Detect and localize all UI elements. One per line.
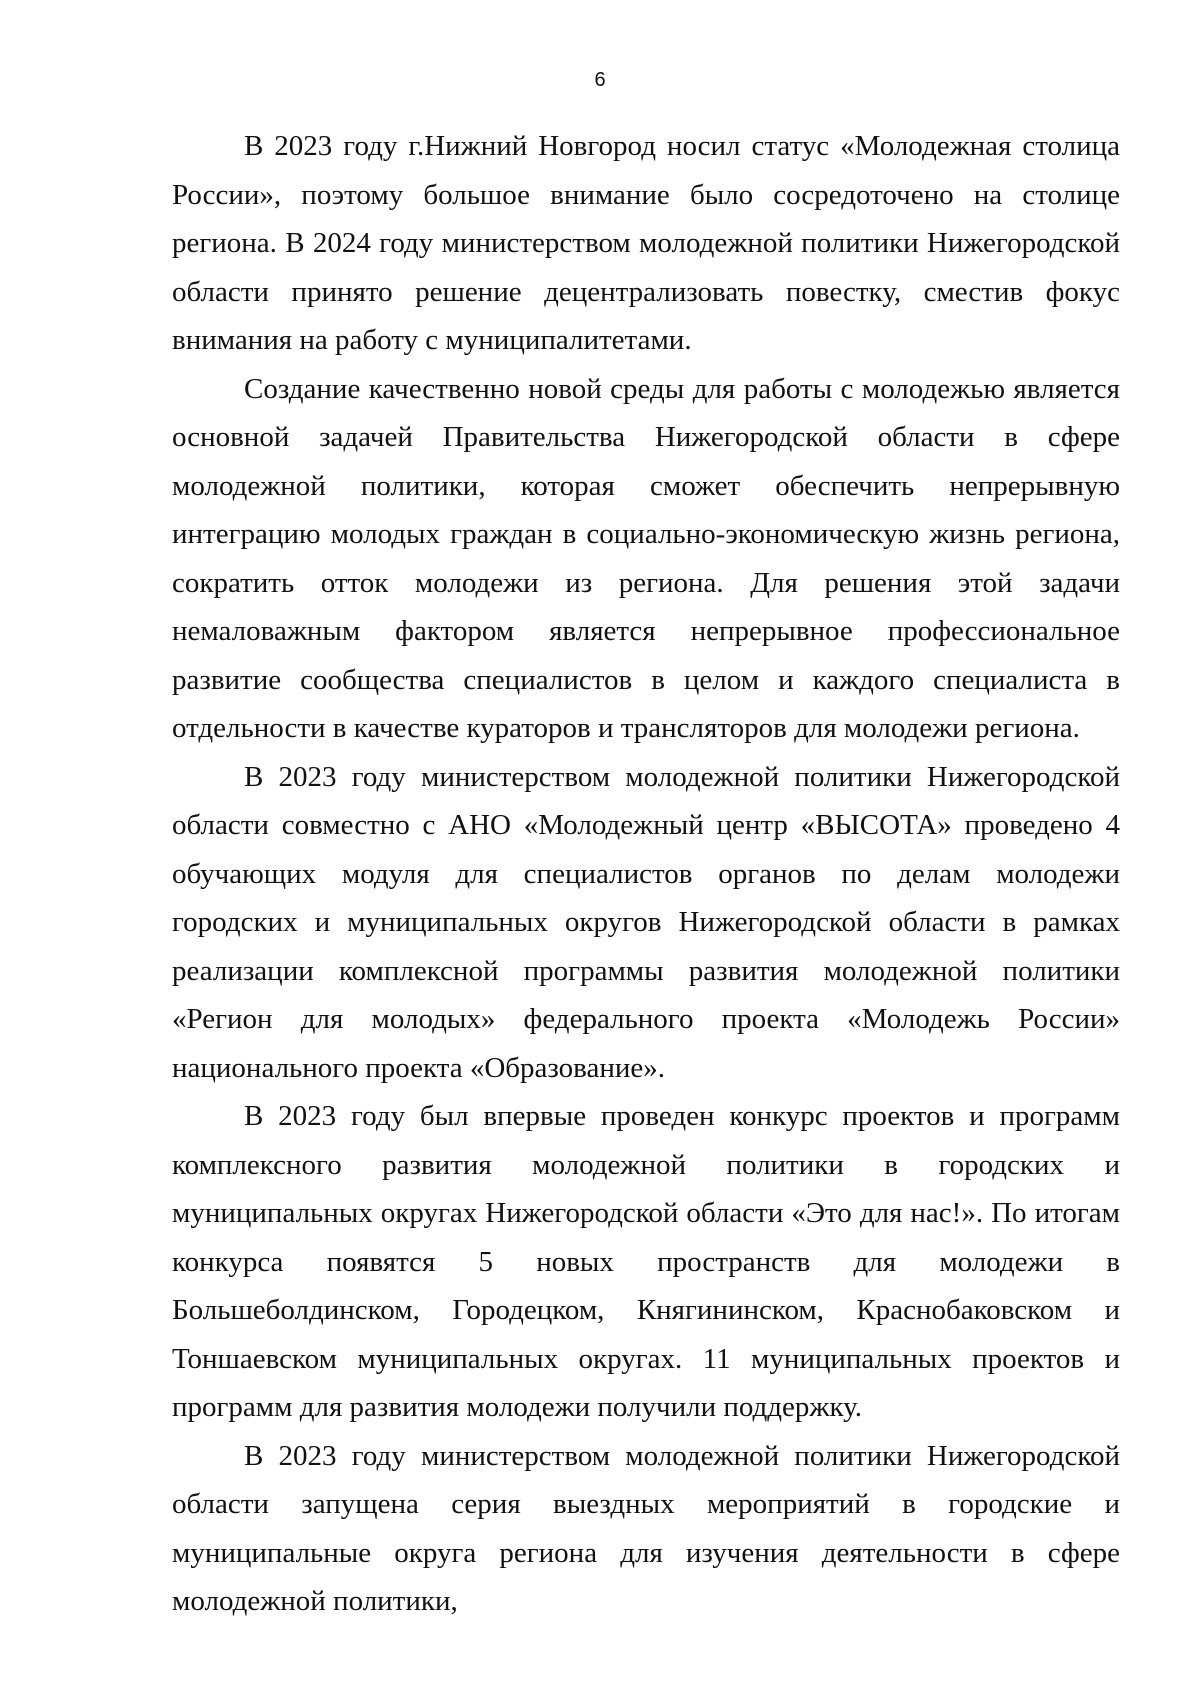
paragraph-training-modules: В 2023 году министерством молодежной политики Нижегородской области совместно с АНО «Молодежный центр «ВЫСОТА» проведено 4 обучающих модуля для специалистов органов по делам молодежи городских и муниципальных округов Нижегородской области в рамках реализации комплексной программы развития молодежной политики «Регион для молодых» федерального проекта «Молодежь России» национального проекта «Образование». xyxy=(172,760,1120,1084)
paragraph-field-events: В 2023 году министерством молодежной политики Нижегородской области запущена серия выездных мероприятий в городские и муниципальные округа региона для изучения деятельности в сфере молодежной политики, xyxy=(172,1439,1120,1617)
paragraph-youth-capital: В 2023 году г.Нижний Новгород носил статус «Молодежная столица России», поэтому большое внимание было сосредоточено на столице региона. В 2024 году министерством молодежной политики Нижегородской области принято решение децентрализовать повестку, сместив фокус внимания на работу с муниципалитетами. xyxy=(172,130,1120,356)
paragraph-new-environment: Создание качественно новой среды для работы с молодежью является основной задачей Правительства Нижегородской области в сфере молодежной политики, которая сможет обеспечить непрерывную интеграцию молодых граждан в социально-экономическую жизнь региона, сократить отток молодежи из региона. Для решения этой задачи немаловажным фактором является непрерывное профессиональное развитие сообщества специалистов в целом и каждого специалиста в отдельности в качестве кураторов и трансляторов для молодежи региона. xyxy=(172,372,1120,744)
page-number: 6 xyxy=(594,69,606,91)
paragraph-competition: В 2023 году был впервые проведен конкурс проектов и программ комплексного развития молодежной политики в городских и муниципальных округах Нижегородской области «Это для нас!». По итогам конкурса появятся 5 новых пространств для молодежи в Большеболдинском, Городецком, Княгининском, Краснобаковском и Тоншаевском муниципальных округах. 11 муниципальных проектов и программ для развития молодежи получили поддержку. xyxy=(172,1100,1120,1423)
document-body xyxy=(172,122,1120,1626)
